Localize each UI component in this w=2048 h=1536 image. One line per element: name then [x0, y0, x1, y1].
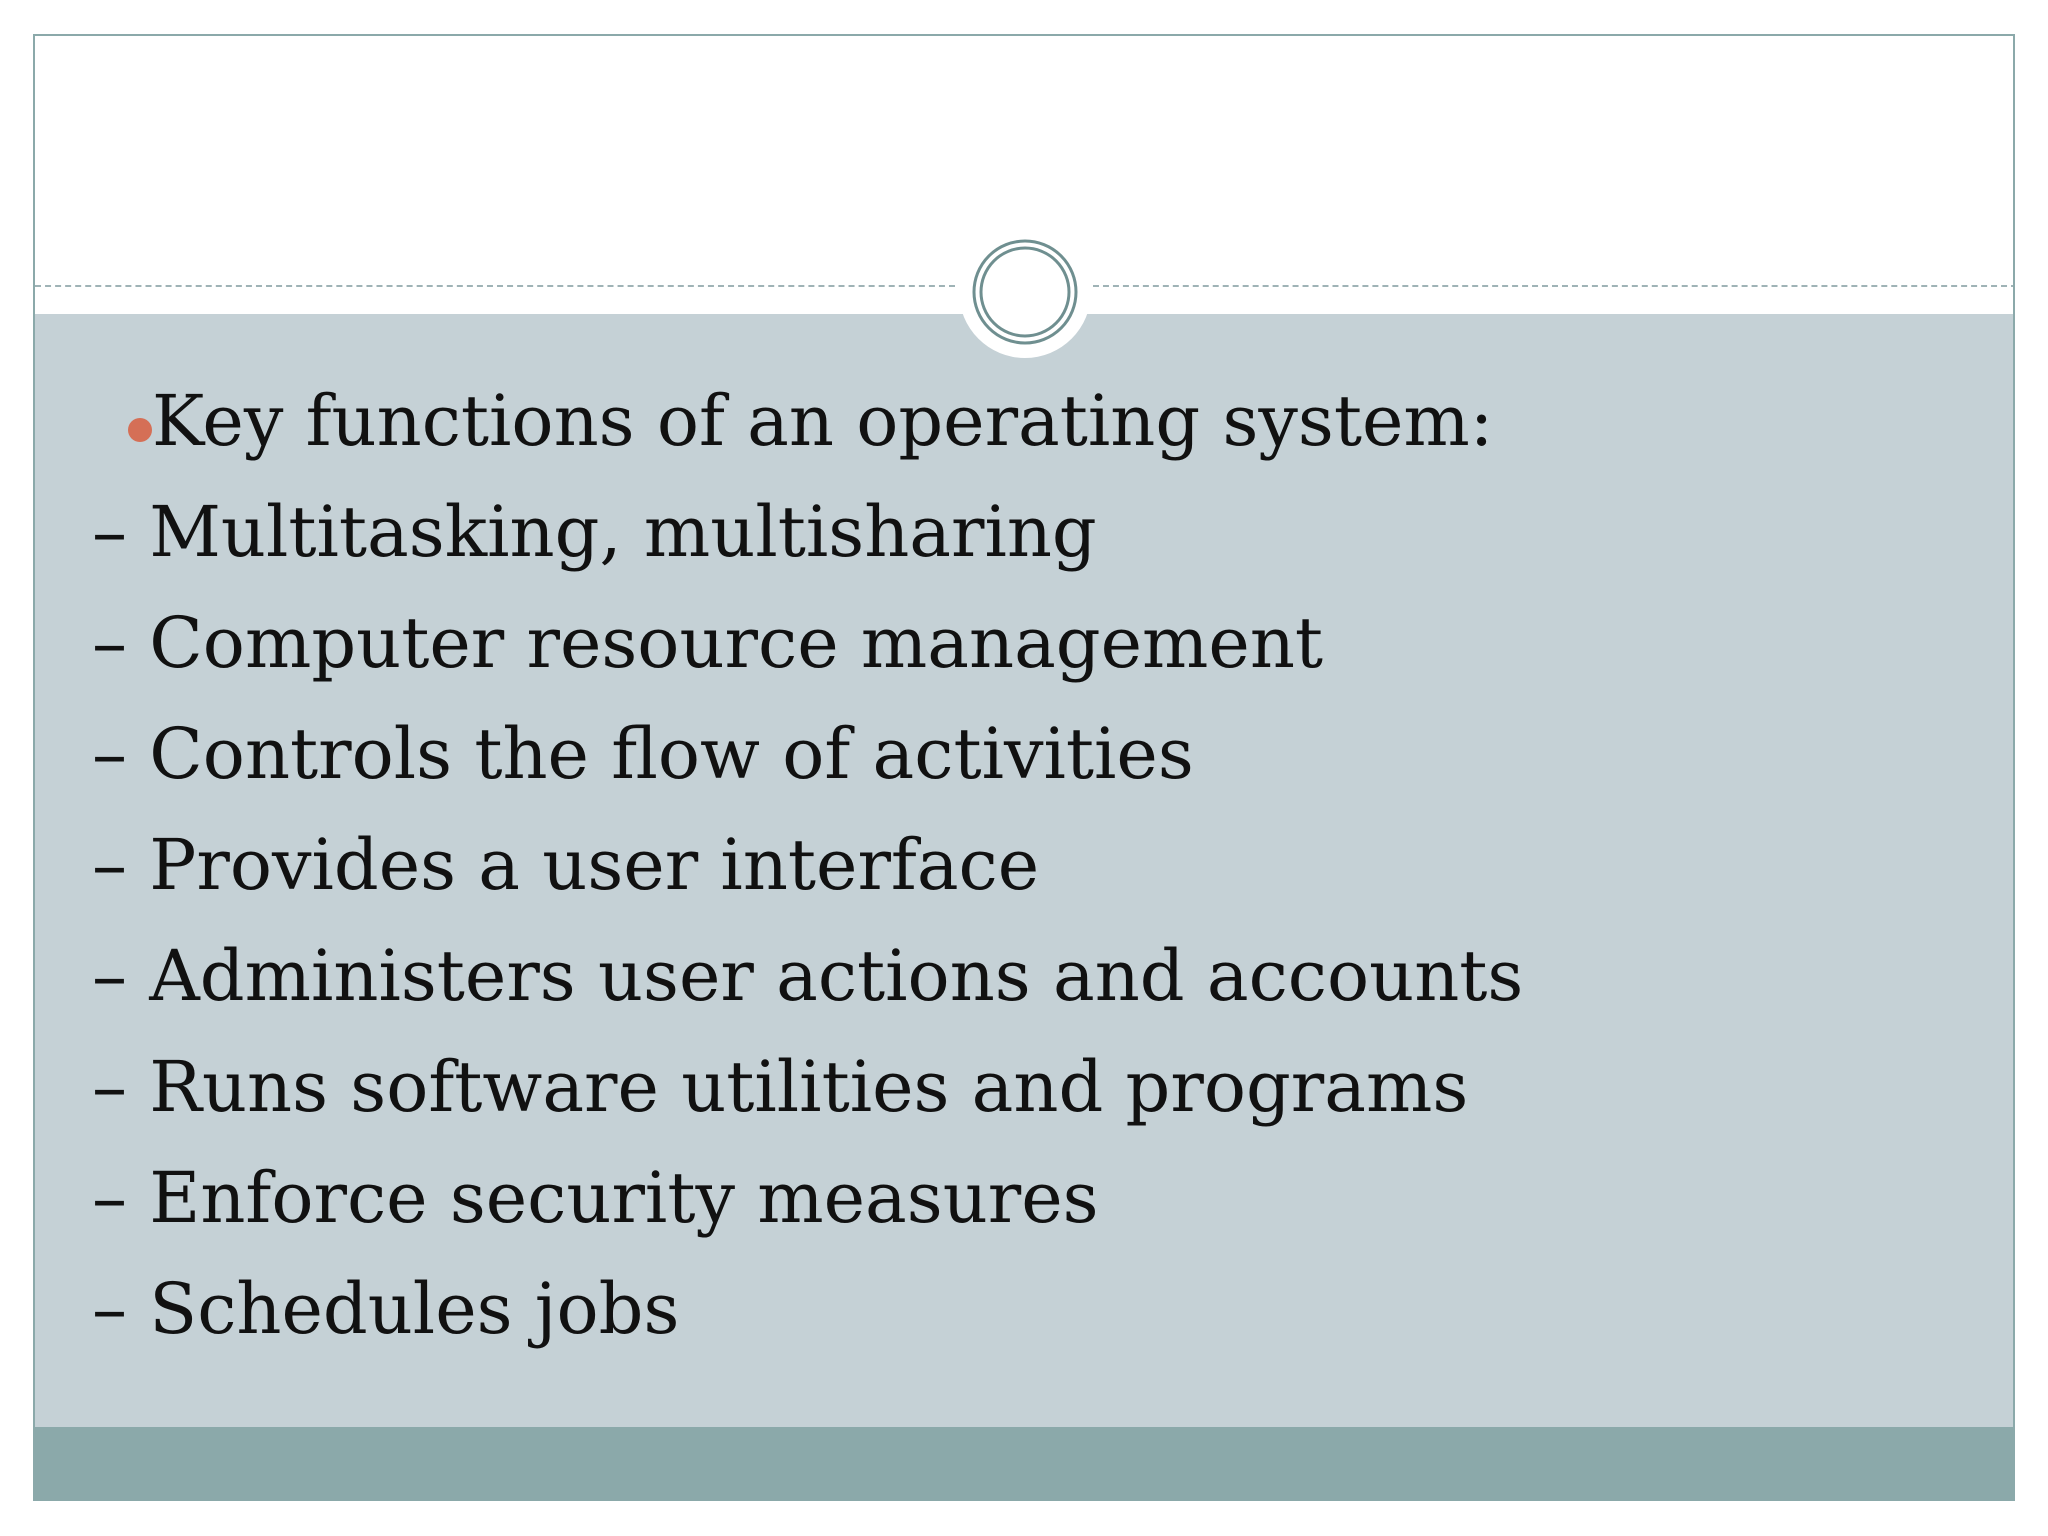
list-item: – Schedules jobs: [92, 1268, 680, 1350]
list-item: – Runs software utilities and programs: [92, 1046, 1469, 1128]
divider-line-left: [35, 285, 955, 287]
divider-line-right: [1093, 285, 2015, 287]
list-item: – Administers user actions and accounts: [92, 935, 1524, 1017]
circle-ornament-icon: [957, 224, 1093, 360]
list-item: – Enforce security measures: [92, 1157, 1099, 1239]
slide-content: [92, 366, 1892, 1365]
list-item: – Multitasking, multisharing: [92, 491, 1097, 573]
slide-frame: [33, 34, 2015, 1501]
heading-bullet: [92, 366, 1892, 477]
list-item: – Provides a user interface: [92, 824, 1040, 906]
list-item: – Controls the flow of activities: [92, 713, 1194, 795]
heading-text: Key functions of an operating system:: [152, 380, 1494, 462]
bullet-dot-icon: [128, 418, 152, 442]
list-item: – Computer resource management: [92, 602, 1324, 684]
footer-band: [35, 1427, 2013, 1499]
